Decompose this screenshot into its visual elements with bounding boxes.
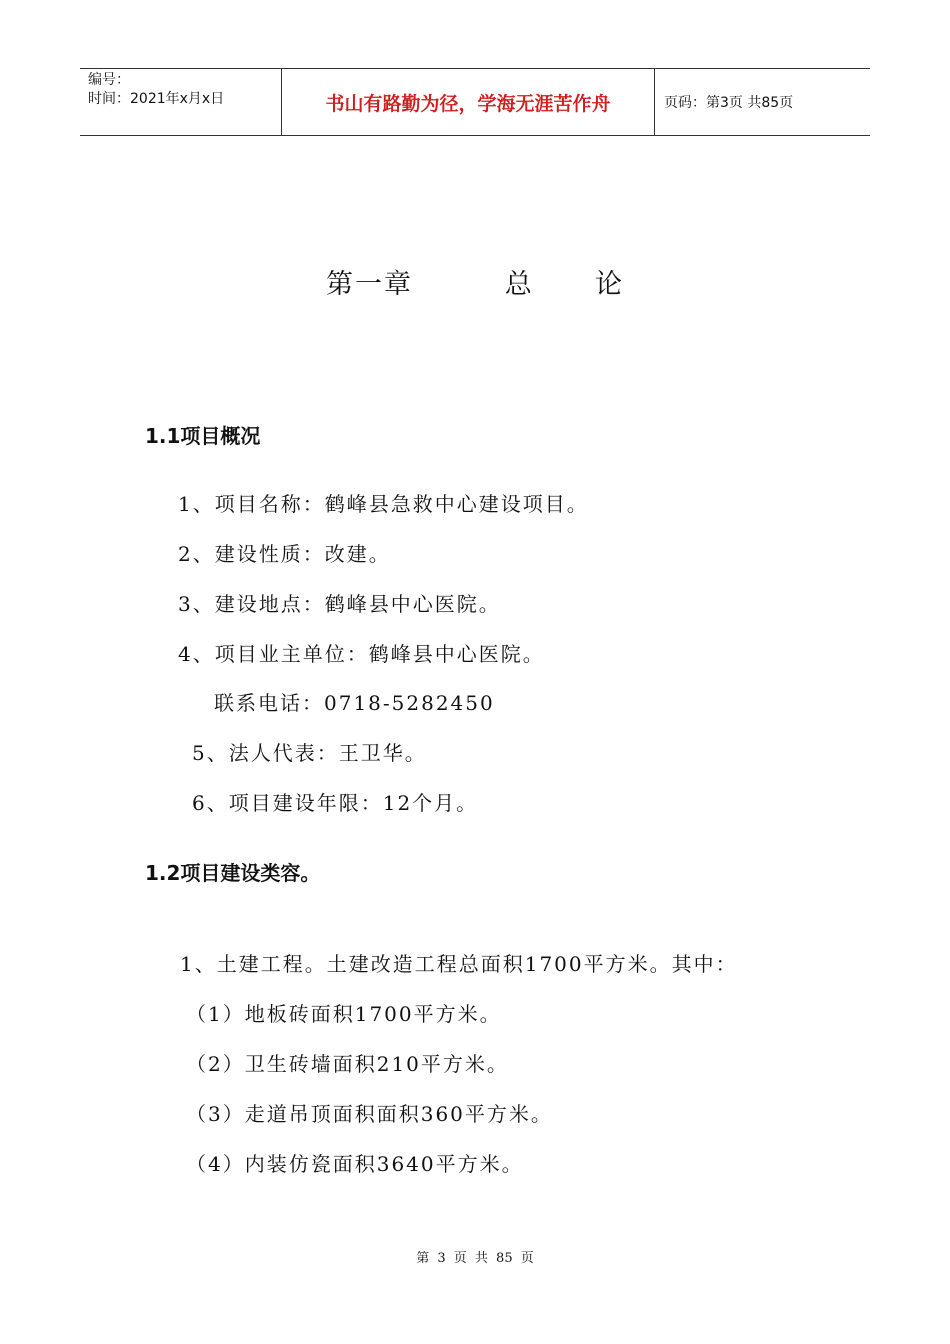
content-item: 1、土建工程。土建改造工程总面积1700平方米。其中： — [180, 952, 738, 976]
overview-item: 联系电话：0718-5282450 — [214, 691, 495, 715]
page-header — [80, 68, 870, 136]
overview-item: 6、项目建设年限：12个月。 — [192, 791, 479, 815]
document-date: 时间：2021年x月x日 — [88, 91, 225, 107]
content-item: （2）卫生砖墙面积210平方米。 — [186, 1052, 509, 1076]
section-heading-content: 1.2项目建设类容。 — [145, 861, 321, 885]
header-motto: 书山有路勤为径，学海无涯苦作舟 — [325, 92, 611, 115]
header-meta — [88, 71, 280, 109]
document-number-label: 编号： — [88, 72, 130, 88]
header-page-info: 页码：第3页 共85页 — [664, 95, 794, 111]
overview-item: 3、建设地点：鹤峰县中心医院。 — [178, 592, 501, 616]
content-item: （1）地板砖面积1700平方米。 — [186, 1002, 502, 1026]
overview-item: 5、法人代表：王卫华。 — [192, 741, 427, 765]
page-footer: 第 3 页 共 85 页 — [416, 1251, 534, 1266]
section-heading-overview: 1.1项目概况 — [145, 424, 261, 448]
overview-item: 1、项目名称：鹤峰县急救中心建设项目。 — [178, 492, 589, 516]
chapter-title: 第一章 总 论 — [326, 269, 624, 300]
overview-item: 4、项目业主单位：鹤峰县中心医院。 — [178, 642, 545, 666]
overview-item: 2、建设性质：改建。 — [178, 542, 391, 566]
content-item: （4）内装仿瓷面积3640平方米。 — [186, 1152, 524, 1176]
content-item: （3）走道吊顶面积面积360平方米。 — [186, 1102, 553, 1126]
header-divider — [654, 69, 655, 135]
